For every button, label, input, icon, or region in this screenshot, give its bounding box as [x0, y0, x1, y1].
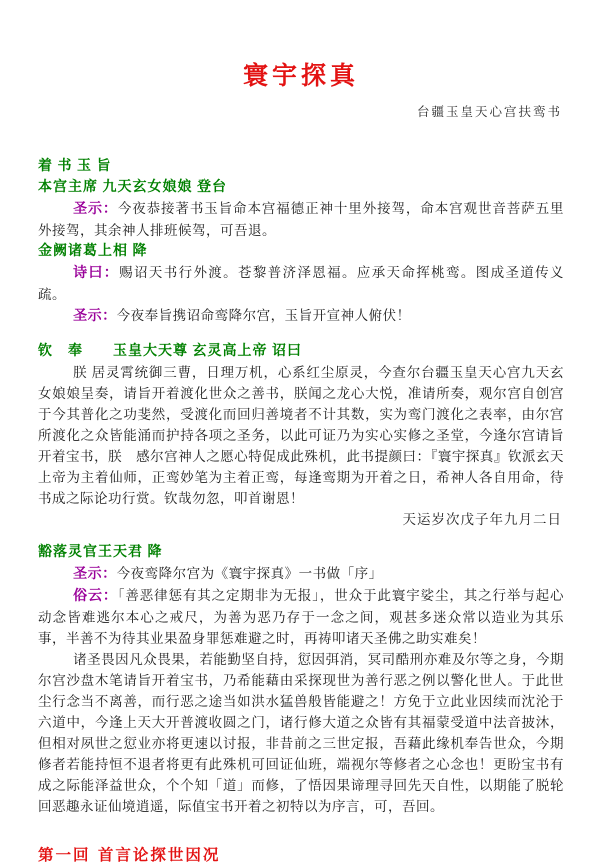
book-subtitle: 台疆玉皇天心宫扶鸾书 [416, 105, 562, 119]
wang-tianjun-preface [38, 649, 564, 817]
wang-tianjun-proverb [38, 585, 564, 649]
jade-decree-holy-instruction [38, 198, 564, 241]
proverb-label: 俗云： [73, 589, 118, 604]
zhuge-poem [38, 262, 564, 305]
holy-instruction-label: 圣示： [73, 202, 118, 217]
edict-date: 天运岁次戊子年九月二日 [402, 512, 562, 527]
holy-instruction-label: 圣示： [73, 567, 117, 582]
section-imperial-edict [38, 341, 564, 530]
holy-instruction-text: 今夜鸾降尔宫为《寰宇探真》一书做「序」 [116, 566, 383, 581]
section-jade-decree [38, 156, 564, 241]
wang-tianjun-holy-instruction [38, 563, 564, 585]
book-title: 寰宇探真 [242, 61, 359, 90]
holy-instruction-label: 圣示： [73, 309, 117, 324]
proverb-text: 「善恶律惩有其之定期非为无报」，世众于此寰宇娑尘，其之行举与起心动念皆难逃尔本心之戒尺，为善为恶乃存于一念之间，观甚多迷众常以造业为其乐事，半善不为待其业果盈身罪惩难避之时，再祷叩诸天圣佛之助实难矣！ [38, 588, 565, 646]
poem-text: 赐诏天书行外渡。苍黎普济泽恩福。应承天命挥桃鸾。图成圣道传义疏。 [38, 265, 565, 302]
section-zhuge-minister [38, 241, 564, 327]
poem-label: 诗曰： [73, 266, 120, 281]
holy-instruction-text: 今夜恭接著书玉旨命本宫福德正神十里外接驾，命本宫观世音菩萨五里外接驾，其余神人排班候驾，可吾退。 [38, 201, 564, 238]
holy-instruction-text: 今夜奉旨携诏命鸾降尔宫，玉旨开宣神人俯伏！ [116, 308, 411, 323]
imperial-edict-body [38, 362, 564, 509]
section-imperial-edict-header: 钦 奉 玉皇大天尊 玄灵高上帝 诏曰 [38, 344, 302, 359]
section-zhuge-minister-header: 金阙诸葛上相 降 [38, 244, 148, 259]
section-wang-tianjun [38, 542, 564, 817]
section-wang-tianjun-header: 豁落灵官王天君 降 [38, 545, 163, 560]
imperial-edict-text: 朕 居灵霄统御三曹，日理万机，心系红尘原灵，今查尔台疆玉皇天心宫九天玄女娘娘呈奏，请旨开着渡化世众之善书，朕闻之龙心大悦，准请所奏，观尔宫自创宫于今其普化之功斐然，受渡化而回归善境者不计其数，实为鸾门渡化之表率，由尔宫所渡化之众皆能涌而护持各项之圣务，以此可证乃为实心实修之圣堂，今逢尔宫请旨开着宝书，朕 感尔宫神人之愿心特促成此殊机，此书提颜曰：『寰宇探真』钦派玄天上帝为主着仙师，正鸾妙笔为主着正鸾，每逢鸾期为开着之日，希神人各自用命，待书成之际论功行赏。钦哉勿忽，叩首谢恩！ [38, 365, 564, 506]
section-jade-decree-header: 着 书 玉 旨 [38, 159, 112, 174]
preface-text: 诸圣畏因凡众畏果，若能勤坚自持，愆因弭消，冥司酷刑亦难及尔等之身，今期尔宫沙盘木笔请旨开着宝书，乃希能藉由采探现世为善行恶之例以警化世人。于此世尘行念当不离善，而行恶之途当如洪水猛兽般皆能避之！方免于立此业因续而沈沦于六道中，今逢上天大开普渡收圆之门，诸行修大道之众皆有其福蒙受道中法音披沐，但相对夙世之愆业亦将更速以讨报，非昔前之三世定报，吾藉此缘机奉告世众，今期修者若能持恒不退者将更有此殊机可回证仙班，端视尔等修者之心念也！更盼宝书有成之际能泽益世众，个个知「道」而修，了悟因果谛理寻回先天自性，以期能了脱轮回恶趣永证仙境逍遥，际值宝书开着之初特以为序言，可，吾回。 [38, 652, 564, 814]
chapter-heading: 第一回 首言论探世因况 [38, 845, 221, 864]
zhuge-holy-instruction [38, 305, 564, 327]
section-jade-decree-deity: 本宫主席 九天玄女娘娘 登台 [38, 180, 227, 195]
